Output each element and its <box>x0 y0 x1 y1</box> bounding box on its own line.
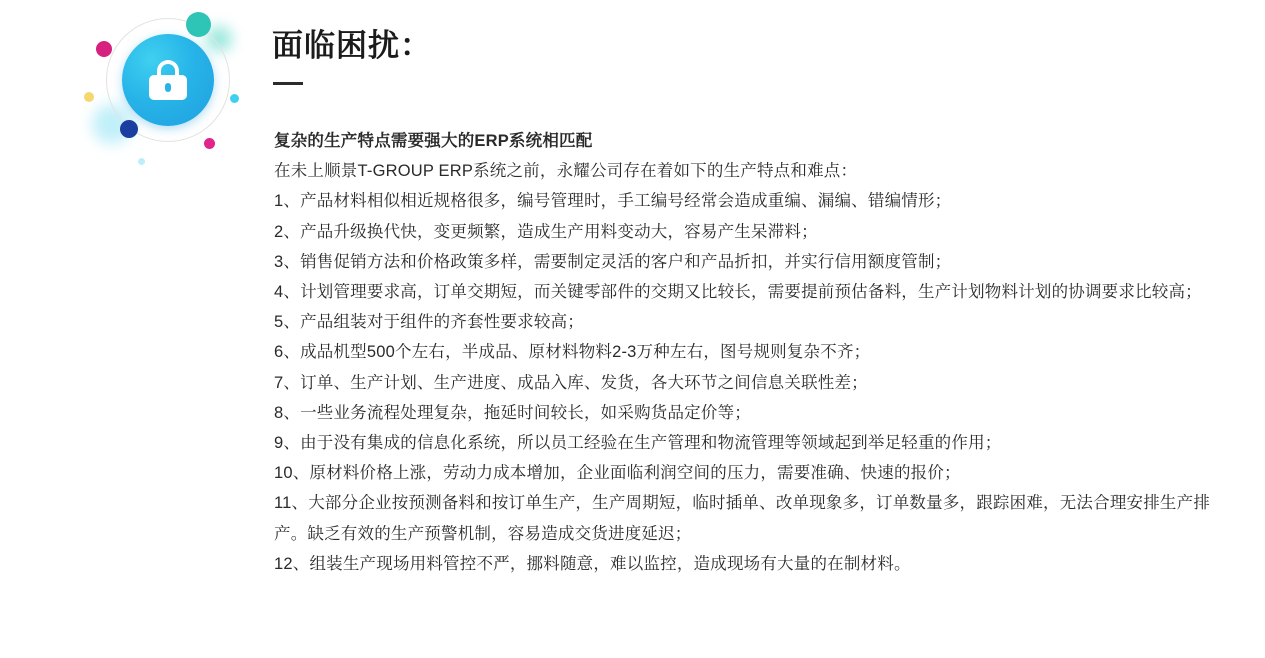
list-item: 10、原材料价格上涨，劳动力成本增加，企业面临利润空间的压力，需要准确、快速的报价； <box>274 464 961 483</box>
list-item: 5、产品组装对于组件的齐套性要求较高； <box>274 313 584 332</box>
list-item: 7、订单、生产计划、生产进度、成品入库、发货，各大环节之间信息关联性差； <box>274 373 868 392</box>
dot-cyan-small <box>230 94 239 103</box>
dot-magenta <box>96 41 112 57</box>
list-item: 1、产品材料相似相近规格很多，编号管理时，手工编号经常会造成重编、漏编、错编情形； <box>274 192 952 211</box>
list-item: 3、销售促销方法和价格政策多样，需要制定灵活的客户和产品折扣，并实行信用额度管制； <box>274 252 952 271</box>
list-item: 2、产品升级换代快，变更频繁，造成生产用料变动大，容易产生呆滞料； <box>274 222 818 241</box>
list-item: 12、组装生产现场用料管控不严，挪料随意，难以监控，造成现场有大量的在制材料。 <box>274 554 911 573</box>
lead-paragraph: 复杂的生产特点需要强大的ERP系统相匹配 <box>274 132 593 150</box>
lock-icon <box>122 34 214 126</box>
list-item: 6、成品机型500个左右，半成品、原材料物料2-3万种左右，图号规则复杂不齐； <box>274 343 871 362</box>
intro-paragraph: 在未上顺景T-GROUP ERP系统之前，永耀公司存在着如下的生产特点和难点： <box>274 162 858 181</box>
list-item: 9、由于没有集成的信息化系统，所以员工经验在生产管理和物流管理等领域起到举足轻重的作用； <box>274 434 1002 453</box>
list-item: 4、计划管理要求高，订单交期短，而关键零部件的交期又比较长，需要提前预估备料，生产计划物料计划的协调要求比较高； <box>274 283 1202 302</box>
dot-teal <box>186 12 211 37</box>
lock-glyph <box>149 60 187 100</box>
list-item: 8、一些业务流程处理复杂，拖延时间较长，如采购货品定价等； <box>274 403 751 422</box>
body-text-block <box>274 126 1242 579</box>
dot-yellow <box>84 92 94 102</box>
dot-pink <box>204 138 215 149</box>
list-item: 11、大部分企业按预测备料和按订单生产，生产周期短，临时插单、改单现象多，订单数量多，跟踪困难，无法合理安排生产排产。缺乏有效的生产预警机制，容易造成交货进度延迟； <box>274 494 1211 543</box>
page-title: 面临困扰： <box>272 28 432 63</box>
title-underline-rule <box>273 82 303 85</box>
decorative-icon-cluster <box>78 8 253 178</box>
dot-blue <box>120 120 138 138</box>
lock-keyhole <box>165 83 171 92</box>
dot-cyan-tiny <box>138 158 145 165</box>
